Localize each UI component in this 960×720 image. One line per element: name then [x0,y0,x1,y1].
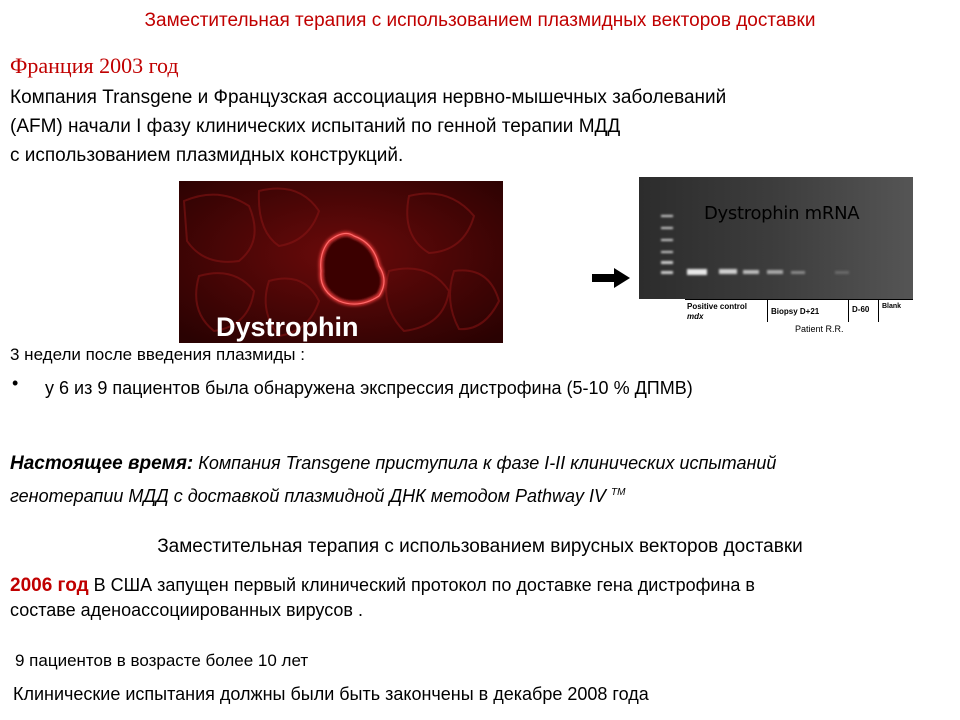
year-2006-text: В США запущен первый клинический протокол по доставке гена дистрофина в [88,575,755,595]
current-status-line [10,453,776,475]
trademark-sup: TM [611,487,626,498]
bullet-marker: • [12,373,19,393]
dystrophin-microscopy-image [179,181,503,343]
intro-line-2: (AFM) начали I фазу клинических испытаний по генной терапии МДД [10,116,621,137]
now-text: Компания Transgene приступила к фазе I-II клинических испытаний [193,453,777,473]
patient-label: Patient R.R. [795,324,844,334]
now-text-2: генотерапии МДД с доставкой плазмидной ДНК методом Pathway IV [10,486,612,506]
year-2006-paragraph [10,573,755,623]
now-label: Настоящее время: [10,453,194,474]
slide-title-viral: Заместительная терапия с использованием вирусных векторов доставки [157,536,803,557]
bullet-text: у 6 из 9 пациентов была обнаружена экспрессия дистрофина (5-10 % ДПМВ) [45,378,693,398]
current-status-line-2 [10,486,625,507]
intro-line-1: Компания Transgene и Французская ассоциация нервно-мышечных заболеваний [10,87,727,108]
dystrophin-label: Dystrophin [216,312,359,342]
gel-title: Dystrophin mRNA [704,203,860,224]
nine-patients-text: 9 пациентов в возрасте более 10 лет [15,651,309,670]
lane-label-biopsy: Biopsy D+21 [771,307,820,316]
lane-label-blank: Blank [882,303,902,310]
lane-divider [767,300,768,322]
lane-divider [848,300,849,322]
lane-divider [878,300,879,322]
right-arrow-icon [592,268,630,293]
france-year-heading: Франция 2003 год [10,53,179,78]
gel-electrophoresis-image [639,177,913,299]
slide-title-plasmid: Заместительная терапия с использованием плазмидных векторов доставки [144,10,816,31]
year-2006-label: 2006 год [10,575,89,596]
after-weeks-text: 3 недели после введения плазмиды : [10,345,305,364]
intro-line-3: с использованием плазмидных конструкций. [10,145,404,166]
year-2006-text-2: составе аденоассоциированных вирусов . [10,600,363,620]
lane-label-mdx: mdx [687,312,704,321]
trials-end-text: Клинические испытания должны были быть закончены в декабре 2008 года [13,684,649,704]
intro-paragraph [10,83,950,170]
gel-graphic [639,177,913,299]
lane-label-d60: D-60 [852,305,870,314]
lane-label-positive: Positive control [687,302,748,311]
gel-lane-labels [685,299,913,322]
